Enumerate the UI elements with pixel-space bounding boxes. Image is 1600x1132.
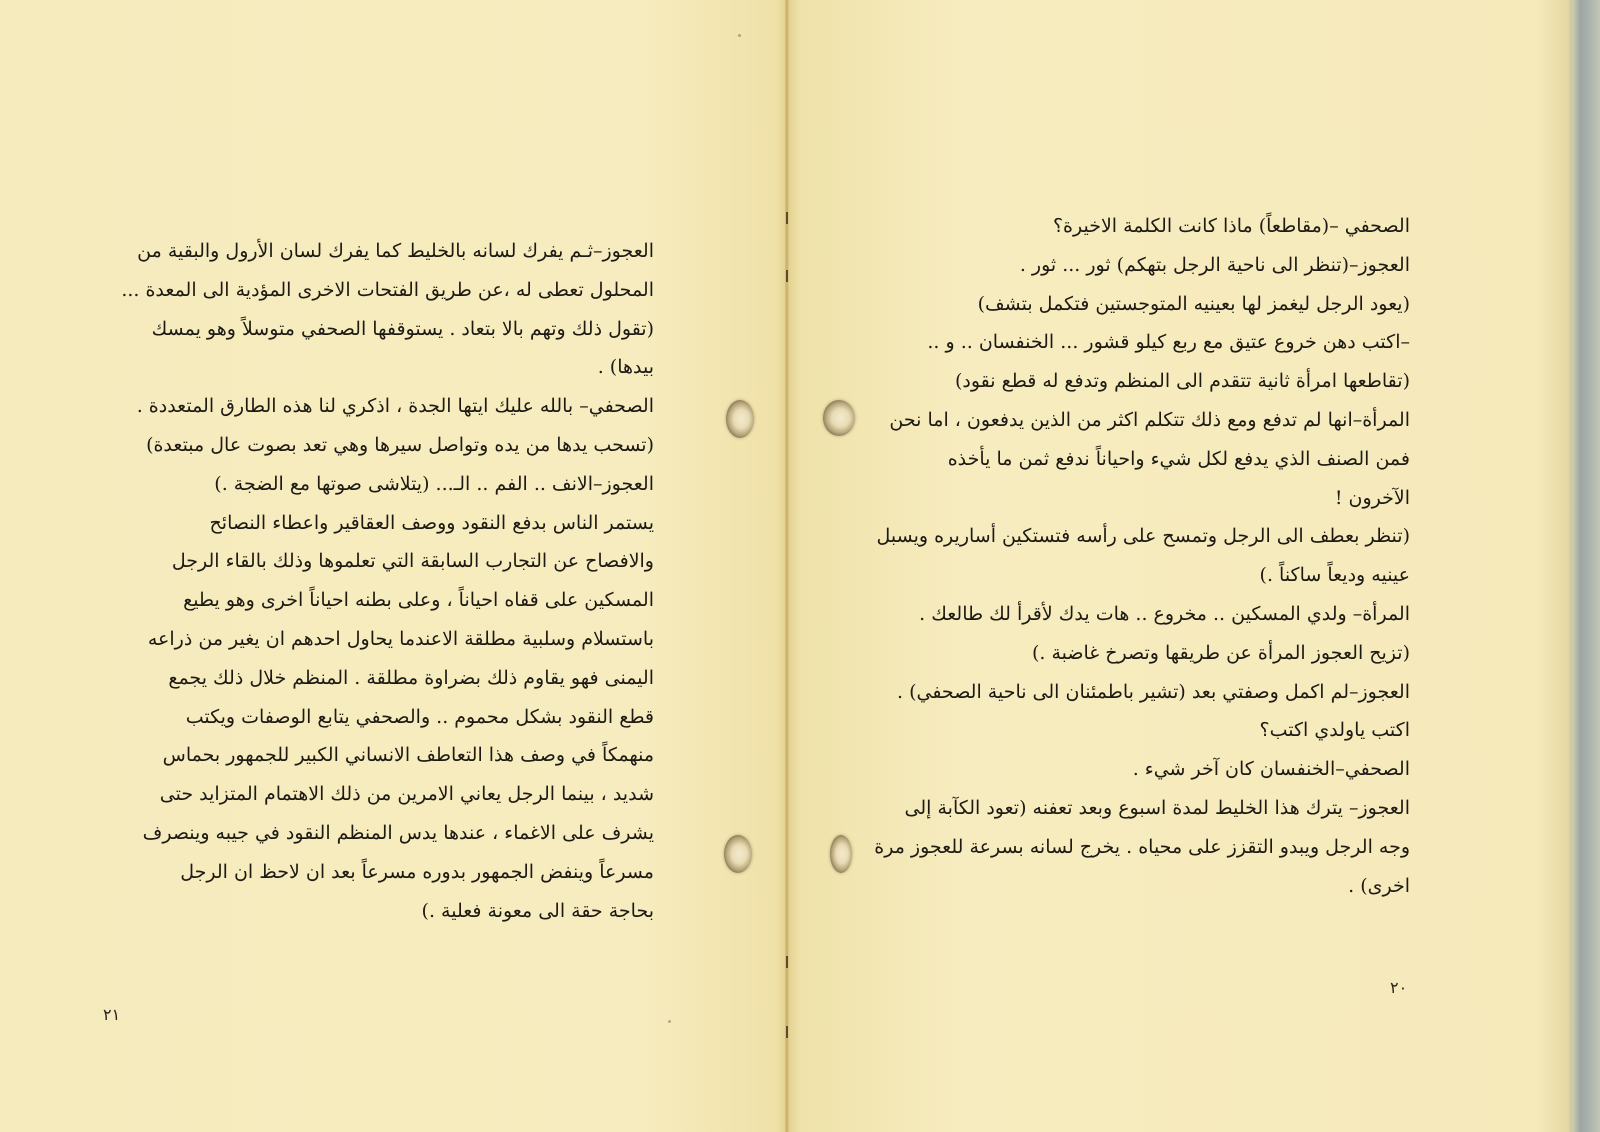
- text-line: الصحفي –(مقاطعاً) ماذا كانت الكلمة الاخيرة؟: [1052, 215, 1410, 237]
- left-page: [0, 0, 785, 1132]
- text-line: اكتب ياولدي اكتب؟: [1259, 719, 1410, 742]
- text-line: يشرف على الاغماء ، عندها يدس المنظم النقود في جيبه وينصرف: [142, 821, 654, 844]
- paper-speck: [668, 1020, 671, 1023]
- text-line: اخرى) .: [1348, 874, 1410, 897]
- text-line: يستمر الناس بدفع النقود ووصف العقاقير واعطاء النصائح: [209, 511, 654, 534]
- text-line: (يعود الرجل ليغمز لها بعينيه المتوجستين فتكمل بتشف): [977, 292, 1410, 315]
- punch-hole: [823, 400, 855, 436]
- right-page-text: [872, 207, 1410, 905]
- text-line: المرأة– ولدي المسكين .. مخروع .. هات يدك لأقرأ لك طالعك .: [919, 602, 1410, 625]
- text-line: وجه الرجل ويبدو التقزز على محياه . يخرج لسانه بسرعة للعجوز مرة: [874, 835, 1410, 858]
- cover-edge: [1572, 0, 1600, 1132]
- text-line: باستسلام وسلبية مطلقة الاعندما يحاول احدهم ان يغير من ذراعه: [147, 627, 654, 650]
- text-line: قطع النقود بشكل محموم .. والصحفي يتابع الوصفات ويكتب: [185, 705, 654, 728]
- binding-stitch: [786, 956, 788, 968]
- text-line: مسرعاً وينفض الجمهور بدوره مسرعاً بعد ان لاحظ ان الرجل: [180, 860, 654, 883]
- text-line: العجوز–لم اكمل وصفتي بعد (تشير باطمئنان الى ناحية الصحفي) .: [896, 680, 1410, 703]
- text-line: الصحفي– بالله عليك ايتها الجدة ، اذكري لنا هذه الطارق المتعددة .: [136, 395, 654, 418]
- text-line: عينيه وديعاً ساكناً .): [1259, 564, 1410, 587]
- text-line: منهمكاً في وصف هذا التعاطف الانساني الكبير للجمهور بحماس: [162, 744, 654, 767]
- text-line: شديد ، بينما الرجل يعاني الامرين من ذلك الاهتمام المتزايد حتى: [159, 783, 654, 806]
- text-line: العجوز– يترك هذا الخليط لمدة اسبوع وبعد تعفنه (تعود الكآبة إلى: [904, 796, 1410, 819]
- text-line: المرأة–انها لم تدفع ومع ذلك تتكلم اكثر من الذين يدفعون ، اما نحن: [889, 408, 1410, 431]
- binding-stitch: [786, 1026, 788, 1038]
- punch-hole: [830, 835, 852, 873]
- text-line: بحاجة حقة الى معونة فعلية .): [421, 899, 654, 922]
- text-line: بيدها) .: [597, 356, 654, 379]
- text-line: فمن الصنف الذي يدفع لكل شيء واحياناً ندفع ثمن ما يأخذه: [947, 447, 1410, 470]
- text-line: (تقول ذلك وتهم بالا بتعاد . يستوقفها الصحفي متوسلاً وهو يمسك: [151, 317, 654, 340]
- text-line: العجوز–(تنظر الى ناحية الرجل بتهكم) ثور ... ثور .: [1019, 253, 1410, 276]
- text-line: العجوز–الانف .. الفم .. الـ... (يتلاشى صوتها مع الضجة .): [214, 472, 654, 495]
- text-line: الآخرون !: [1334, 486, 1410, 509]
- text-line: –اكتب دهن خروع عتيق مع ربع كيلو قشور ... الخنفسان .. و ..: [927, 331, 1410, 354]
- text-line: اليمنى فهو يقاوم ذلك بضراوة مطلقة . المنظم خلال ذلك يجمع: [168, 666, 654, 689]
- text-line: (تزيح العجوز المرأة عن طريقها وتصرخ غاضبة .): [1031, 641, 1410, 664]
- text-line: المحلول تعطى له ،عن طريق الفتحات الاخرى المؤدية الى المعدة ...: [121, 278, 654, 301]
- text-line: الصحفي–الخنفسان كان آخر شيء .: [1132, 758, 1410, 781]
- left-page-text: [112, 232, 654, 930]
- page-number-right: ٢٠: [1390, 978, 1408, 997]
- text-line: (تنظر بعطف الى الرجل وتمسح على رأسه فتستكين أساريره ويسبل: [876, 525, 1410, 548]
- punch-hole: [724, 835, 752, 873]
- text-line: (تسحب يدها من يده وتواصل سيرها وهي تعد بصوت عال مبتعدة): [146, 433, 654, 456]
- binding-stitch: [786, 270, 788, 282]
- text-line: العجوز–ثـم يفرك لسانه بالخليط كما يفرك لسان الأرول والبقية من: [137, 240, 654, 262]
- text-line: المسكين على قفاه احياناً ، وعلى بطنه احياناً اخرى وهو يطيع: [183, 589, 654, 612]
- text-line: والافصاح عن التجارب السابقة التي تعلموها وذلك بالقاء الرجل: [171, 550, 654, 573]
- text-line: (تقاطعها امرأة ثانية تتقدم الى المنظم وتدفع له قطع نقود): [954, 370, 1410, 393]
- page-number-left: ٢١: [103, 1005, 121, 1024]
- binding-stitch: [786, 212, 788, 224]
- paper-speck: [738, 34, 741, 37]
- punch-hole: [726, 400, 754, 438]
